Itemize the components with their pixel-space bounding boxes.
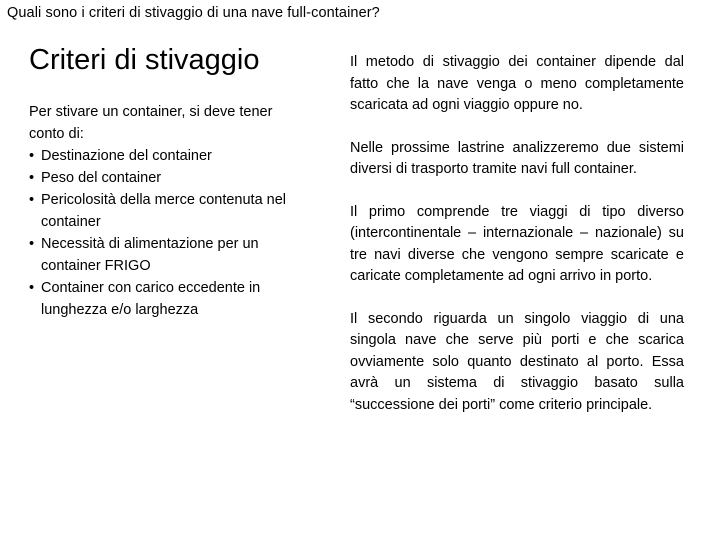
explanation-paragraph: Nelle prossime lastrine analizzeremo due sistemi diversi di trasporto tramite navi full container.	[350, 139, 684, 177]
bullet-icon: •	[29, 170, 35, 186]
bullet-icon: •	[29, 148, 35, 164]
bullet-icon: •	[29, 280, 35, 296]
explanation-paragraph: Il primo comprende tre viaggi di tipo diverso (intercontinentale – internazionale – nazionale) su tre navi diverse che vengono sempre scaricate e caricate completamente ad ogni arrivo in porto.	[350, 203, 684, 284]
criteria-item-text: Pericolosità della merce contenuta nel container	[41, 192, 287, 230]
criteria-item	[29, 233, 291, 277]
criteria-item-text: Destinazione del container	[41, 148, 212, 164]
criteria-column	[29, 101, 291, 321]
explanation-column	[350, 52, 684, 437]
criteria-item-text: Container con carico eccedente in lunghezza e/o larghezza	[41, 280, 261, 318]
criteria-item	[29, 277, 291, 321]
explanation-paragraph: Il metodo di stivaggio dei container dipende dal fatto che la nave venga o meno completamente scaricata ad ogni viaggio oppure no.	[350, 54, 684, 113]
criteria-item	[29, 145, 291, 167]
bullet-icon: •	[29, 192, 35, 208]
slide-title: Criteri di stivaggio	[29, 44, 260, 76]
criteria-item-text: Necessità di alimentazione per un container FRIGO	[41, 236, 259, 274]
page-question: Quali sono i criteri di stivaggio di una nave full-container?	[7, 5, 380, 21]
criteria-item-text: Peso del container	[41, 170, 162, 186]
explanation-paragraph: Il secondo riguarda un singolo viaggio di una singola nave che serve più porti e che scarica ovviamente solo quanto destinato al porto. Essa avrà un sistema di stivaggio basato sulla “successione dei porti” come criterio principale.	[350, 310, 684, 413]
criteria-item	[29, 167, 291, 189]
criteria-list	[29, 145, 291, 321]
bullet-icon: •	[29, 236, 35, 252]
criteria-intro: Per stivare un container, si deve tener conto di:	[29, 104, 273, 142]
criteria-item	[29, 189, 291, 233]
